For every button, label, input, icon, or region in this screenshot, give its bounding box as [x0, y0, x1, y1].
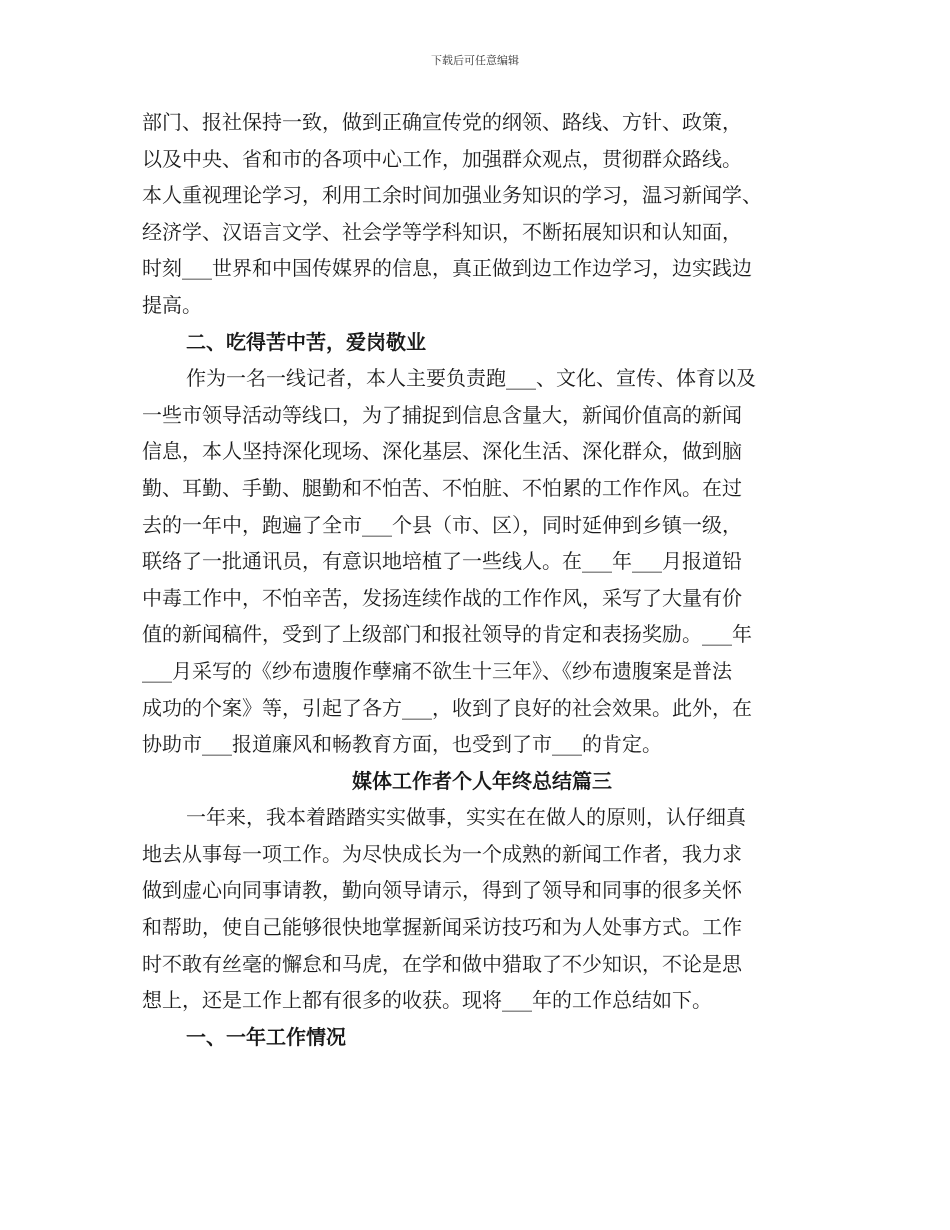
- paragraph-line: 经济学、汉语言文学、社会学等学科知识，不断拓展知识和认知面，: [142, 219, 742, 244]
- paragraph-line: 做到虚心向同事请教，勤向领导请示，得到了领导和同事的很多关怀: [142, 878, 742, 903]
- section-heading: 一、一年工作情况: [186, 1024, 346, 1049]
- paragraph-line: 勤、耳勤、手勤、腿勤和不怕苦、不怕脏、不怕累的工作作风。在过: [142, 475, 742, 500]
- section-heading: 二、吃得苦中苦，爱岗敬业: [186, 329, 426, 354]
- paragraph-line: 中毒工作中，不怕辛苦，发扬连续作战的工作作风，采写了大量有价: [142, 585, 742, 610]
- paragraph-line: 去的一年中，跑遍了全市___个县（市、区），同时延伸到乡镇一级，: [142, 512, 742, 537]
- document-body: [142, 104, 822, 1055]
- paragraph-line: 提高。: [142, 292, 202, 317]
- paragraph-line: 一年来，我本着踏踏实实做事，实实在在做人的原则，认仔细真: [186, 805, 746, 830]
- paragraph-line: 作为一名一线记者，本人主要负责跑___、文化、宣传、体育以及: [186, 366, 756, 391]
- paragraph-line: 以及中央、省和市的各项中心工作，加强群众观点，贯彻群众路线。: [142, 146, 742, 171]
- paragraph-line: 和帮助，使自己能够很快地掌握新闻采访技巧和为人处事方式。工作: [142, 915, 742, 940]
- paragraph-line: 信息，本人坚持深化现场、深化基层、深化生活、深化群众，做到脑: [142, 439, 742, 464]
- paragraph-line: 成功的个案》等，引起了各方___，收到了良好的社会效果。此外，在: [142, 695, 752, 720]
- paragraph-line: ___月采写的《纱布遗腹作孽痛不欲生十三年》、《纱布遗腹案是普法: [142, 658, 732, 683]
- paragraph-line: 联络了一批通讯员，有意识地培植了一些线人。在___年___月报道铅: [142, 549, 742, 574]
- paragraph-line: 想上，还是工作上都有很多的收获。现将___年的工作总结如下。: [142, 988, 712, 1013]
- page-header-note: 下载后可任意编辑: [431, 54, 519, 67]
- paragraph-line: 地去从事每一项工作。为尽快成长为一个成熟的新闻工作者，我力求: [142, 841, 742, 866]
- paragraph-line: 部门、报社保持一致，做到正确宣传党的纲领、路线、方针、政策，: [142, 110, 742, 134]
- paragraph-line: 时不敢有丝毫的懈怠和马虎，在学和做中猎取了不少知识，不论是思: [142, 951, 742, 976]
- paragraph-line: 协助市___报道廉风和畅教育方面，也受到了市___的肯定。: [142, 732, 662, 757]
- paragraph-line: 一些市领导活动等线口，为了捕捉到信息含量大，新闻价值高的新闻: [142, 402, 742, 427]
- paragraph-line: 时刻___世界和中国传媒界的信息，真正做到边工作边学习，边实践边: [142, 256, 752, 281]
- article-title: 媒体工作者个人年终总结篇三: [352, 768, 612, 793]
- paragraph-line: 值的新闻稿件，受到了上级部门和报社领导的肯定和表扬奖励。___年: [142, 622, 752, 647]
- paragraph-line: 本人重视理论学习，利用工余时间加强业务知识的学习，温习新闻学、: [142, 183, 762, 208]
